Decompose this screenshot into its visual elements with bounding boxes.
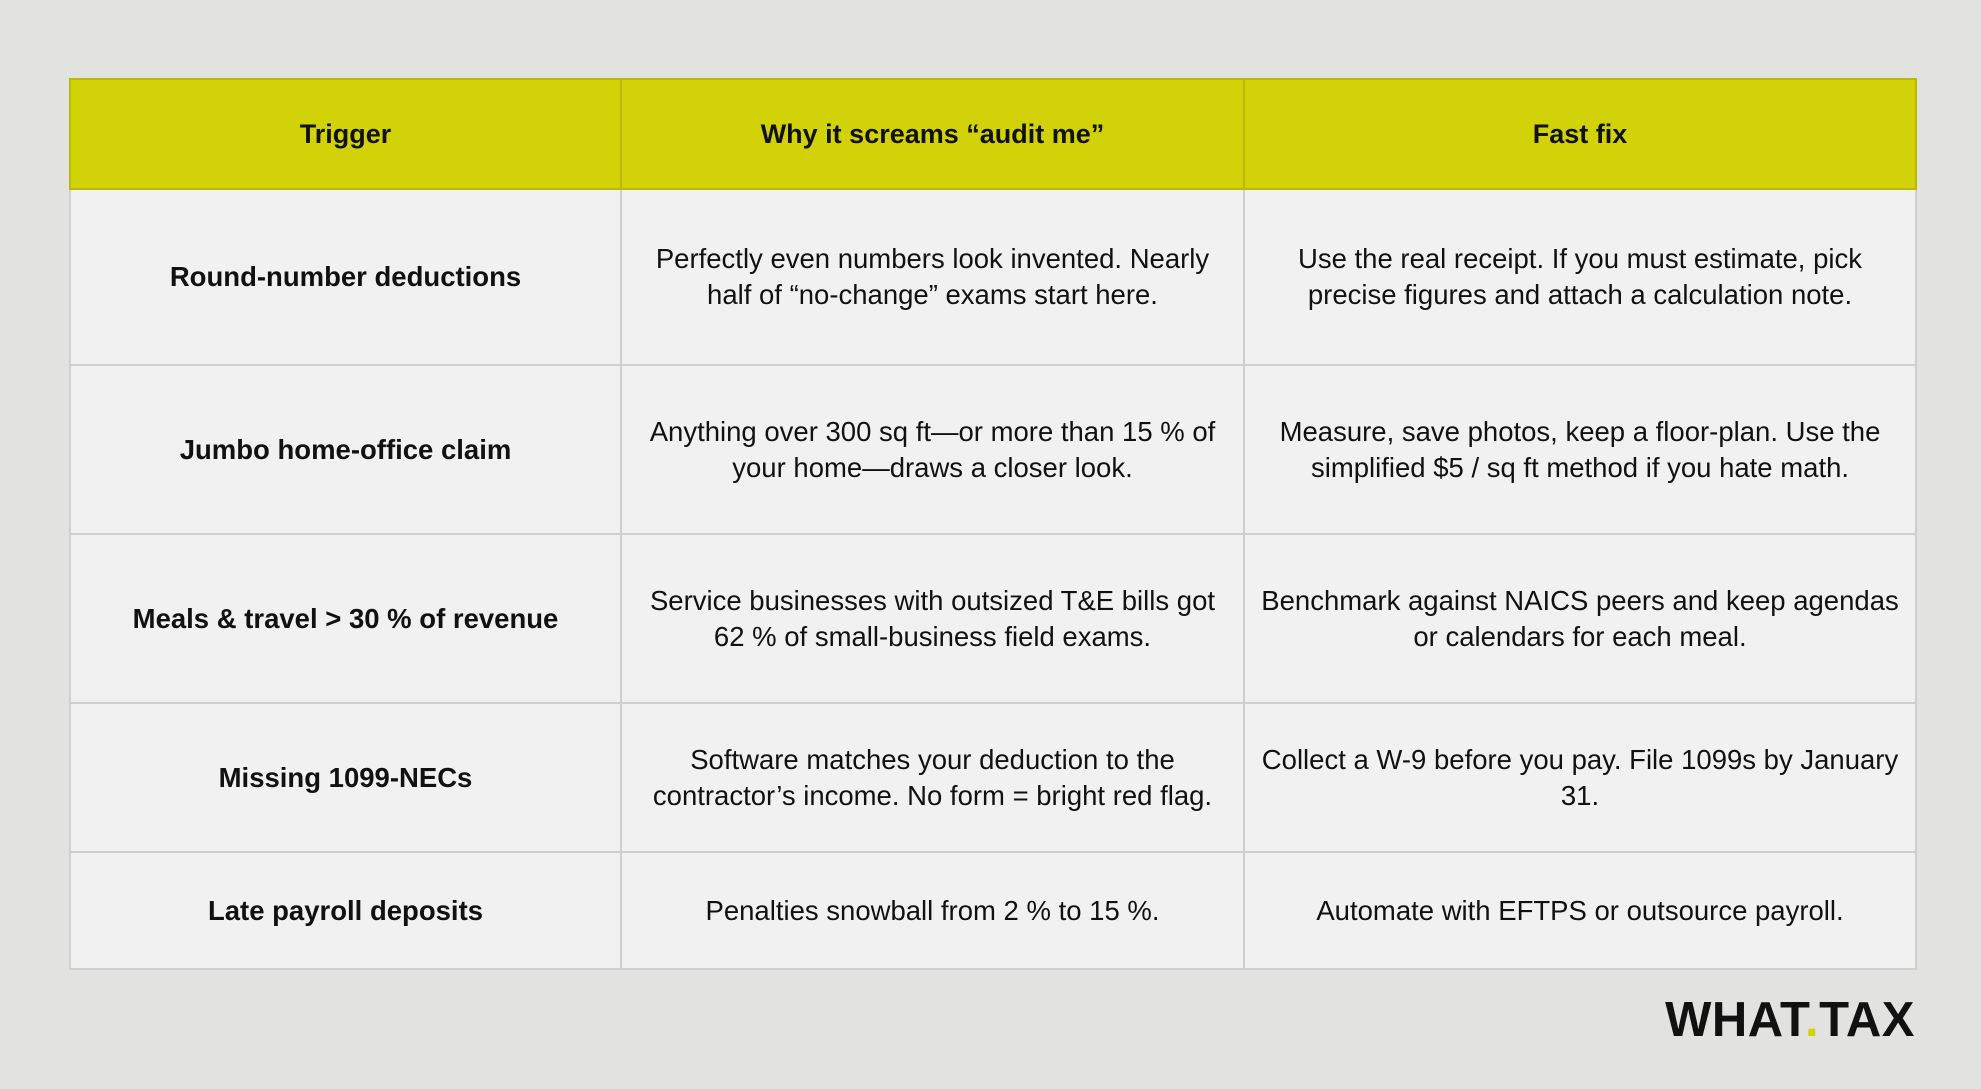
trigger-cell: Round-number deductions bbox=[70, 189, 621, 365]
fix-cell: Automate with EFTPS or outsource payroll. bbox=[1244, 852, 1916, 969]
table-row bbox=[70, 189, 1916, 365]
why-cell: Perfectly even numbers look invented. Nearly half of “no-change” exams start here. bbox=[621, 189, 1244, 365]
table-row bbox=[70, 852, 1916, 969]
table-header bbox=[70, 79, 1916, 189]
trigger-cell: Meals & travel > 30 % of revenue bbox=[70, 534, 621, 703]
table-body bbox=[70, 189, 1916, 969]
trigger-cell: Jumbo home-office claim bbox=[70, 365, 621, 534]
table-row bbox=[70, 534, 1916, 703]
fix-cell: Benchmark against NAICS peers and keep agendas or calendars for each meal. bbox=[1244, 534, 1916, 703]
header-row bbox=[70, 79, 1916, 189]
why-cell: Penalties snowball from 2 % to 15 %. bbox=[621, 852, 1244, 969]
table-row bbox=[70, 365, 1916, 534]
logo-text-what: WHAT bbox=[1665, 993, 1805, 1047]
why-cell: Service businesses with outsized T&E bills got 62 % of small-business field exams. bbox=[621, 534, 1244, 703]
logo-dot: . bbox=[1805, 993, 1820, 1047]
audit-triggers-table bbox=[69, 78, 1917, 970]
fix-cell: Collect a W-9 before you pay. File 1099s by January 31. bbox=[1244, 703, 1916, 852]
fix-cell: Use the real receipt. If you must estimate, pick precise figures and attach a calculation note. bbox=[1244, 189, 1916, 365]
what-tax-logo bbox=[1665, 993, 1915, 1047]
trigger-cell: Late payroll deposits bbox=[70, 852, 621, 969]
logo-text-tax: TAX bbox=[1819, 993, 1915, 1047]
why-cell: Anything over 300 sq ft—or more than 15 % of your home—draws a closer look. bbox=[621, 365, 1244, 534]
header-why: Why it screams “audit me” bbox=[621, 79, 1244, 189]
header-fix: Fast fix bbox=[1244, 79, 1916, 189]
header-trigger: Trigger bbox=[70, 79, 621, 189]
why-cell: Software matches your deduction to the contractor’s income. No form = bright red flag. bbox=[621, 703, 1244, 852]
audit-triggers-table-wrapper bbox=[69, 78, 1915, 970]
table-row bbox=[70, 703, 1916, 852]
trigger-cell: Missing 1099-NECs bbox=[70, 703, 621, 852]
fix-cell: Measure, save photos, keep a floor-plan. Use the simplified $5 / sq ft method if you hate math. bbox=[1244, 365, 1916, 534]
